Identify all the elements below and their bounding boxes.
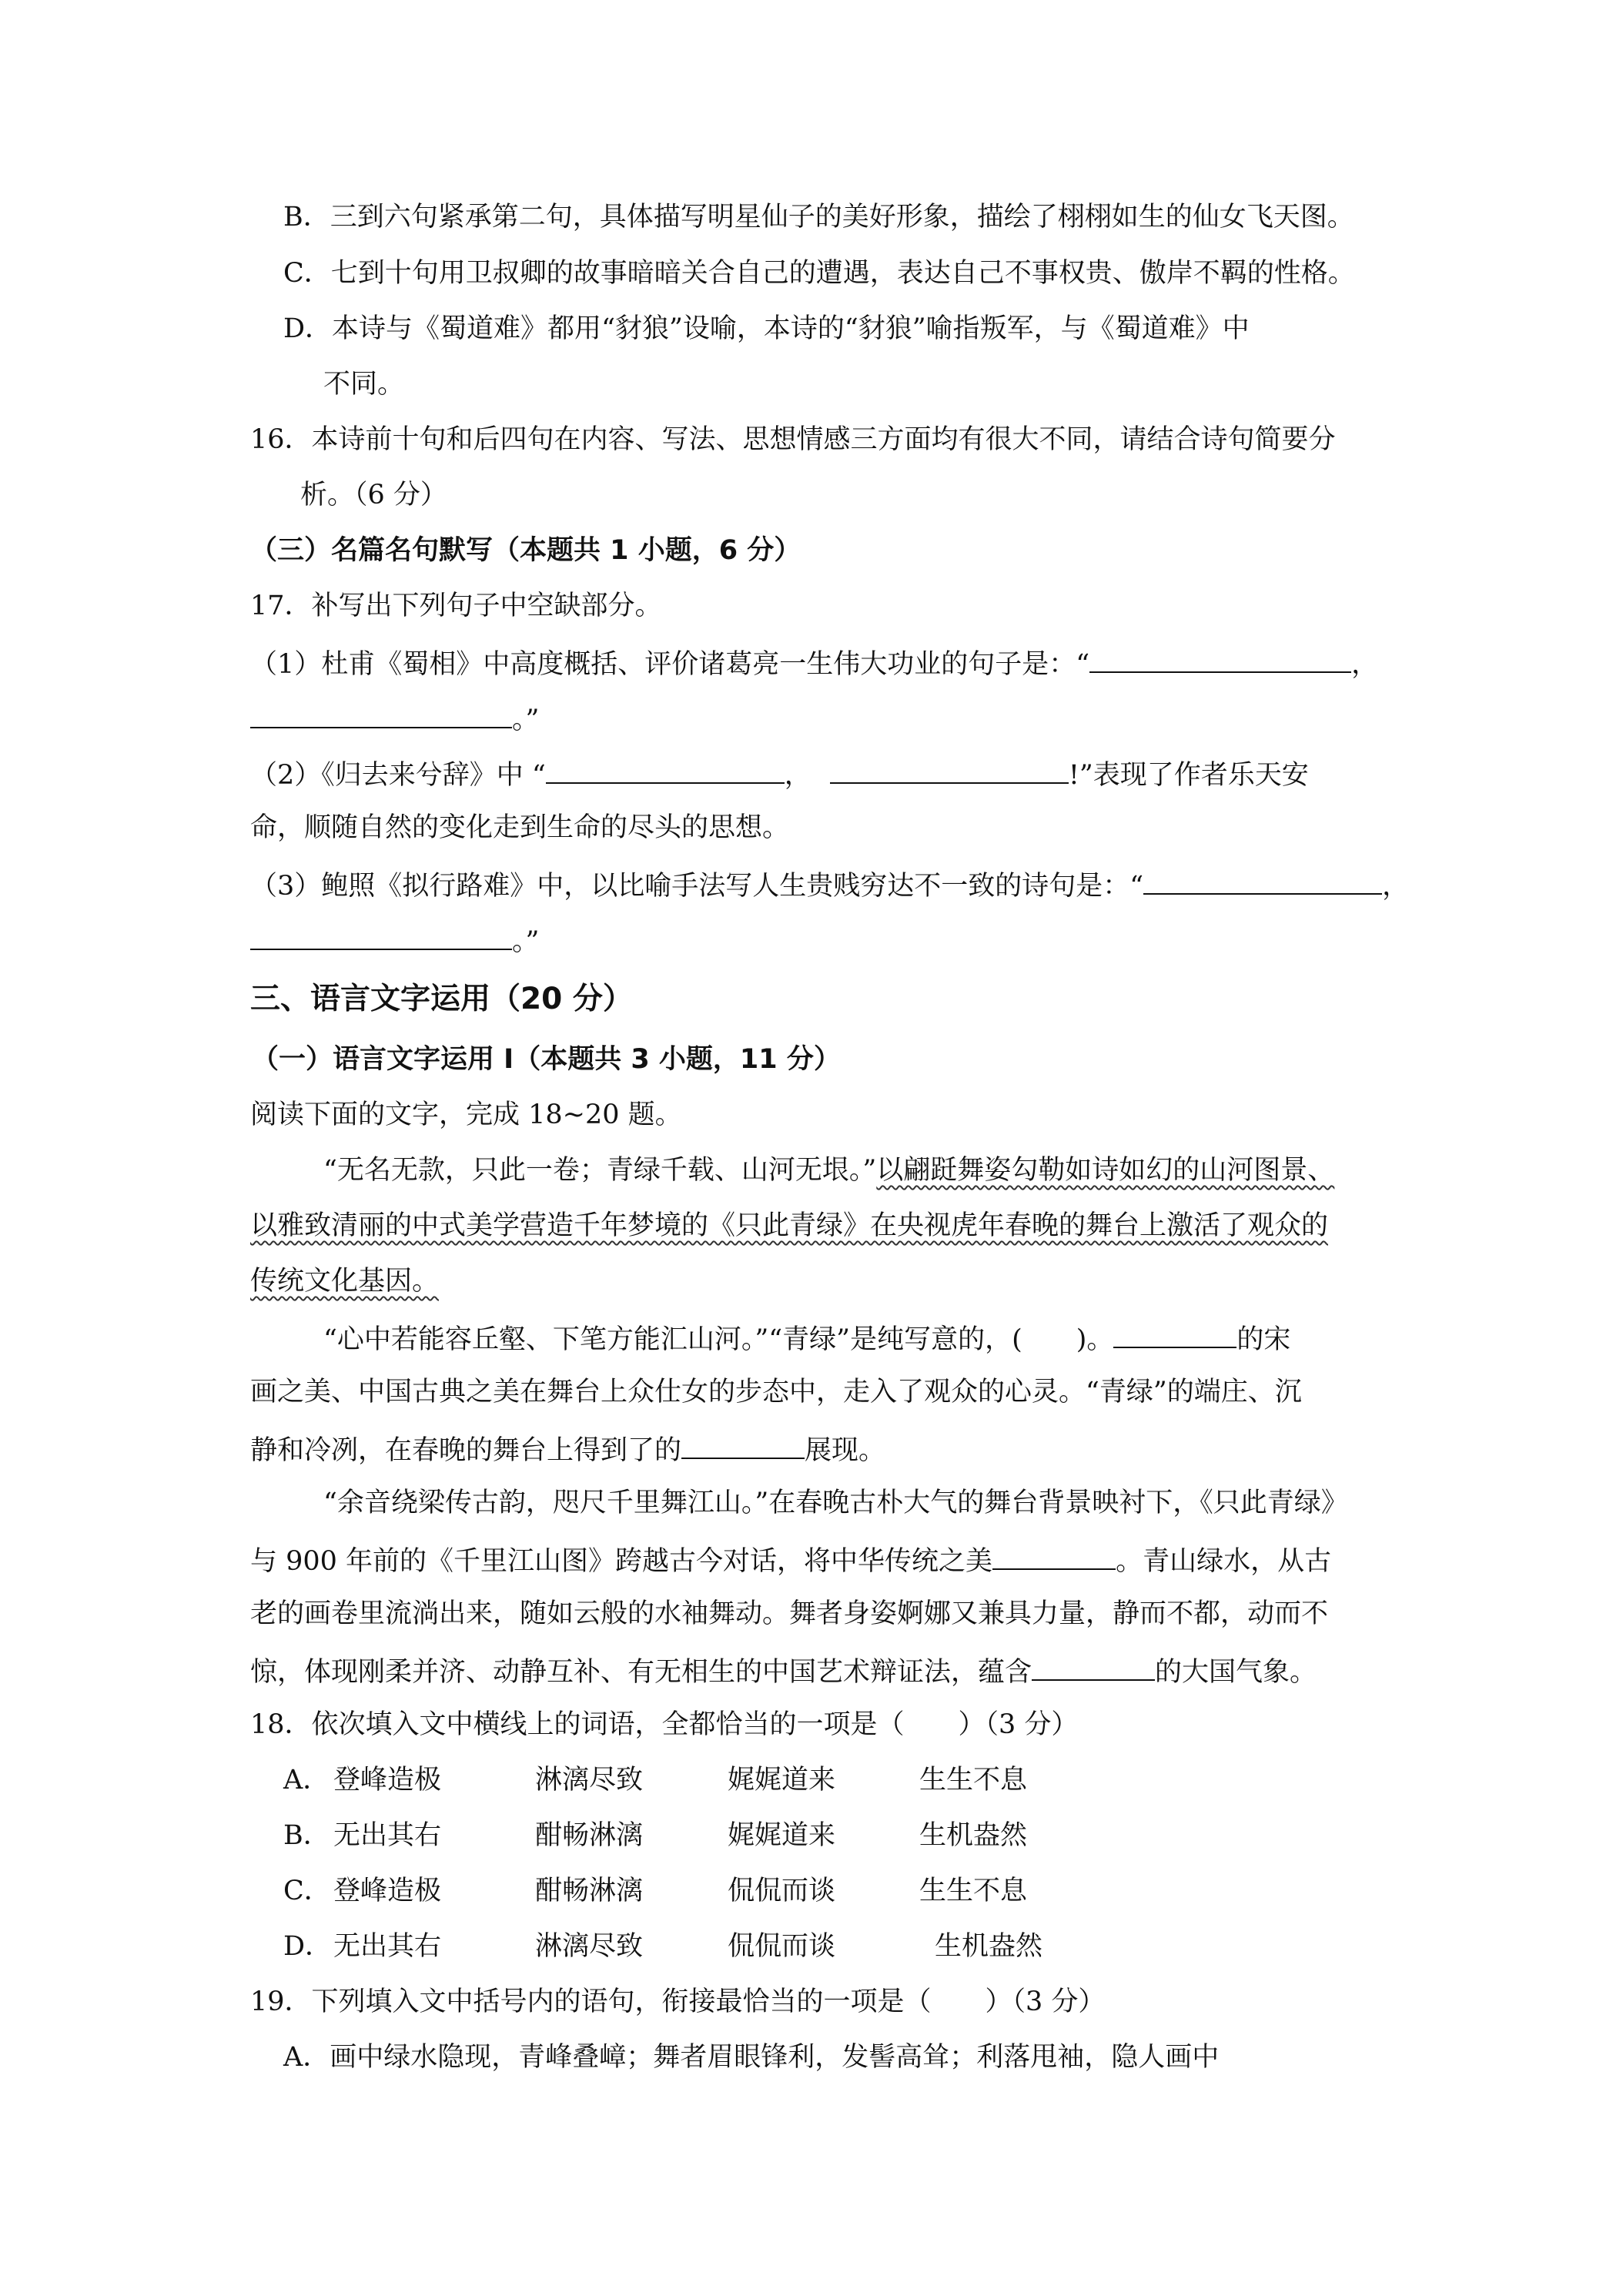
passage-blank-2[interactable] <box>681 1431 805 1459</box>
q18-option-word: 淋漓尽致 <box>535 1931 644 1962</box>
q17-part2-blank1[interactable] <box>546 755 785 784</box>
q18-option-d[interactable] <box>283 1930 1042 1963</box>
q18-option-a[interactable] <box>283 1763 1027 1797</box>
q17-part1-blank1[interactable] <box>1089 644 1351 673</box>
passage-p1-line3 <box>250 1264 439 1298</box>
q17-part3-comma: ， <box>1382 871 1410 902</box>
q17-part2-line1 <box>250 755 1309 792</box>
q17-part2-blank2[interactable] <box>830 755 1069 784</box>
q15-option-d-line1: D．本诗与《蜀道难》都用“豺狼”设喻，本诗的“豺狼”喻指叛军，与《蜀道难》中 <box>283 313 1250 344</box>
reading-intro: 阅读下面的文字，完成 18~20 题。 <box>250 1099 682 1130</box>
passage-p1-quote: “无名无款，只此一卷；青绿千载、山河无垠。” <box>323 1155 877 1186</box>
q17-part1-comma: ， <box>1351 649 1379 680</box>
q18-option-word: 登峰造极 <box>333 1765 442 1796</box>
q18-option-label: D． <box>283 1931 333 1962</box>
q16-stem-line2: 析。（6 分） <box>300 480 447 510</box>
q15-option-c: C．七到十句用卫叔卿的故事暗暗关合自己的遭遇，表达自己不事权贵、傲岸不羁的性格。 <box>283 258 1355 289</box>
passage-p2-line3 <box>250 1431 885 1468</box>
passage-blank-4[interactable] <box>1032 1652 1155 1681</box>
q18-option-label: A． <box>283 1765 330 1796</box>
q18-option-word: 无出其右 <box>333 1820 442 1851</box>
passage-p2-line2: 画之美、中国古典之美在舞台上众仕女的步态中，走入了观众的心灵。“青绿”的端庄、沉 <box>250 1377 1302 1407</box>
passage-p2-text-a: “心中若能容丘壑、下笔方能汇山河。”“青绿”是纯写意的，( )。 <box>323 1324 1114 1355</box>
passage-p2-text-e: 展现。 <box>805 1435 886 1466</box>
q17-part3-blank2[interactable] <box>250 922 512 950</box>
q18-option-c[interactable] <box>283 1874 1027 1908</box>
q15-option-b: B．三到六句紧承第二句，具体描写明星仙子的美好形象，描绘了栩栩如生的仙女飞天图。 <box>283 202 1354 233</box>
q18-option-word: 生生不息 <box>919 1876 1028 1906</box>
q15-option-d-line2: 不同。 <box>323 369 405 400</box>
passage-p1-wavy-sentence-1: 以翩跹舞姿勾勒如诗如幻的山河图景、 <box>876 1155 1335 1186</box>
passage-blank-3[interactable] <box>992 1541 1116 1570</box>
q17-stem: 17．补写出下列句子中空缺部分。 <box>250 591 662 621</box>
passage-p1-wavy-sentence-2: 以雅致清丽的中式美学营造千年梦境的《只此青绿》在央视虎年春晚的舞台上激活了观众的 <box>250 1210 1329 1241</box>
q18-option-word: 酣畅淋漓 <box>535 1820 644 1851</box>
q18-option-word: 生机盎然 <box>935 1931 1043 1962</box>
q17-part1-line1 <box>250 644 1378 681</box>
q18-option-word: 娓娓道来 <box>728 1765 836 1796</box>
q17-part3-blank1[interactable] <box>1143 866 1382 895</box>
q18-option-label: B． <box>283 1820 330 1851</box>
q19-option-a[interactable]: A．画中绿水隐现，青峰叠嶂；舞者眉眼锋利，发髻高耸；利落甩袖，隐人画中 <box>283 2042 1220 2073</box>
q18-option-word: 生机盎然 <box>919 1820 1028 1851</box>
q17-part1-blank2[interactable] <box>250 700 512 728</box>
passage-p3-line2 <box>250 1541 1331 1578</box>
q18-option-word: 娓娓道来 <box>728 1820 836 1851</box>
q17-part2-comma: ， <box>784 760 812 791</box>
q17-part2-text: （2）《归去来兮辞》中 “ <box>250 760 546 791</box>
q16-stem-line1: 16．本诗前十句和后四句在内容、写法、思想情感三方面均有很大不同，请结合诗句简要分 <box>250 424 1336 455</box>
section-famous-lines-heading: （三）名篇名句默写（本题共 1 小题，6 分） <box>250 535 801 566</box>
q18-option-word: 酣畅淋漓 <box>535 1876 644 1906</box>
passage-blank-1[interactable] <box>1113 1320 1236 1348</box>
q17-part2-tail: !”表现了作者乐天安 <box>1068 760 1309 791</box>
q18-option-word: 侃侃而谈 <box>728 1876 836 1906</box>
q18-option-word: 生生不息 <box>919 1765 1028 1796</box>
passage-p1-wavy-sentence-3: 传统文化基因。 <box>250 1266 440 1297</box>
q17-part2-line2: 命，顺随自然的变化走到生命的尽头的思想。 <box>250 812 790 843</box>
passage-p3-line3: 老的画卷里流淌出来，随如云般的水袖舞动。舞者身姿婀娜又兼具力量，静而不都，动而不 <box>250 1598 1329 1629</box>
passage-p3-text-e: 惊，体现刚柔并济、动静互补、有无相生的中国艺术辩证法，蕴含 <box>250 1657 1032 1688</box>
passage-p2-text-b: 的宋 <box>1236 1324 1291 1355</box>
q18-stem: 18．依次填入文中横线上的词语，全都恰当的一项是（ ）（3 分） <box>250 1709 1079 1740</box>
passage-p3-text-f: 的大国气象。 <box>1155 1657 1317 1688</box>
q18-option-b[interactable] <box>283 1819 1027 1853</box>
q17-part3-text: （3）鲍照《拟行路难》中，以比喻手法写人生贵贱穷达不一致的诗句是：“ <box>250 871 1144 902</box>
q17-part1-line2 <box>250 700 539 737</box>
q18-option-word: 登峰造极 <box>333 1876 442 1906</box>
q17-part1-end: 。” <box>512 705 540 735</box>
q18-option-label: C． <box>283 1876 331 1906</box>
q19-stem: 19．下列填入文中括号内的语句，衔接最恰当的一项是（ ）（3 分） <box>250 1986 1106 2017</box>
q18-option-word: 淋漓尽致 <box>535 1765 644 1796</box>
part3-sub-heading: （一）语言文字运用 I（本题共 3 小题，11 分） <box>252 1044 841 1075</box>
passage-p1-line1 <box>323 1153 1334 1187</box>
passage-p2-text-d: 静和冷冽，在春晚的舞台上得到了的 <box>250 1435 682 1466</box>
passage-p3-text-c: 。青山绿水，从古 <box>1116 1546 1332 1577</box>
q17-part1-text: （1）杜甫《蜀相》中高度概括、评价诸葛亮一生伟大功业的句子是：“ <box>250 649 1090 680</box>
passage-p2-line1 <box>323 1320 1290 1357</box>
q18-option-word: 无出其右 <box>333 1931 442 1962</box>
q17-part3-line1 <box>250 866 1409 903</box>
passage-p3-line1: “余音绕梁传古韵，咫尺千里舞江山。”在春晚古朴大气的舞台背景映衬下，《只此青绿》 <box>323 1488 1348 1518</box>
part3-heading: 三、语言文字运用（20 分） <box>250 982 633 1016</box>
q17-part3-end: 。” <box>512 926 540 957</box>
passage-p3-text-b: 与 900 年前的《千里江山图》跨越古今对话，将中华传统之美 <box>250 1546 993 1577</box>
q18-option-word: 侃侃而谈 <box>728 1931 836 1962</box>
q17-part3-line2 <box>250 922 539 959</box>
passage-p3-line4 <box>250 1652 1317 1689</box>
passage-p1-line2 <box>250 1209 1328 1243</box>
